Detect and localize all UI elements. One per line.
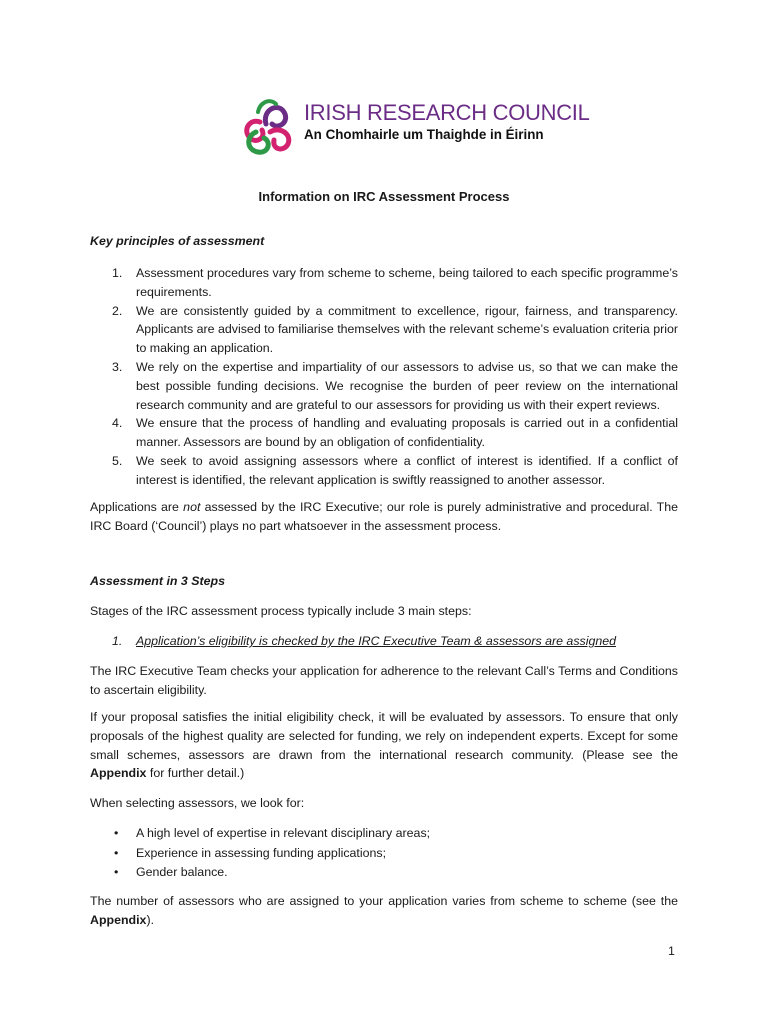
bullet-icon: • bbox=[114, 826, 119, 840]
bullet-icon: • bbox=[114, 845, 119, 860]
executive-role-paragraph: Applications are not assessed by the IRC Executive; our role is purely administrative and procedural. The IRC Board (‘Council’) plays no part whatsoever in the assessment process. bbox=[90, 500, 678, 533]
section-heading-key-principles: Key principles of assessment bbox=[90, 234, 265, 248]
list-item: 2. We are consistently guided by a commitment to excellence, rigour, fairness, and transparency. Applicants are advised to familiarise themselves with the relevant scheme’s evaluation criteria prior to making an application. bbox=[112, 303, 678, 356]
principles-list bbox=[90, 264, 678, 490]
steps-intro: Stages of the IRC assessment process typically include 3 main steps: bbox=[90, 604, 472, 618]
irc-logo bbox=[236, 92, 590, 158]
irc-logo-mark-icon bbox=[236, 92, 298, 158]
logo-title: IRISH RESEARCH COUNCIL bbox=[304, 100, 590, 125]
selection-criteria-list bbox=[90, 824, 678, 883]
assessors-paragraph: If your proposal satisfies the initial eligibility check, it will be evaluated by assessors. To ensure that only proposals of the highest quality are selected for funding, we rely on independent experts. Except for some small schemes, assessors are drawn from the international research community. (Please see the Appendix for further detail.) bbox=[90, 710, 678, 781]
bullet-icon: • bbox=[114, 865, 119, 879]
list-item: • Experience in assessing funding applications; bbox=[90, 844, 678, 864]
document-title: Information on IRC Assessment Process bbox=[258, 189, 510, 204]
selecting-intro: When selecting assessors, we look for: bbox=[90, 796, 305, 810]
list-item: 1. Assessment procedures vary from scheme to scheme, being tailored to each specific programme’s requirements. bbox=[112, 266, 678, 299]
list-item: 3. We rely on the expertise and impartiality of our assessors to advise us, so that we can make the best possible funding decisions. We recognise the burden of peer review on the international research community and are grateful to our assessors for providing us with their expert reviews. bbox=[112, 359, 678, 412]
list-item: • A high level of expertise in relevant disciplinary areas; bbox=[90, 824, 678, 844]
section-heading-3-steps: Assessment in 3 Steps bbox=[90, 574, 225, 588]
list-item: 4. We ensure that the process of handling and evaluating proposals is carried out in a confidential manner. Assessors are bound by an obligation of confidentiality. bbox=[112, 416, 678, 450]
list-item: 5. We seek to avoid assigning assessors where a conflict of interest is identified. If a conflict of interest is identified, the relevant application is swiftly reassigned to another assessor. bbox=[112, 453, 678, 487]
assessor-count-paragraph: The number of assessors who are assigned to your application varies from scheme to scheme (see the Appendix). bbox=[90, 894, 678, 927]
list-item: • Gender balance. bbox=[90, 863, 678, 883]
document-page: IRISH RESEARCH COUNCIL An Chomhairle um Thaighde in Éirinn Information on IRC Assessment Process Key principles of assessment 1. Assessment procedures vary from scheme to scheme, being tailored to each specific programme’s requirements. 2. We are consistently guided by a commitment to excellence, rigour, fairness, and transparency. Applicants are advised to familiarise themselves with the relevant scheme’s evaluation criteria prior to making an application. 3. We rely on the expertise and impartiality of our assessors to advise us, so that we can make the best possible funding decisions. We recognise the burden of peer review on the international research community and are grateful to our assessors for providing us with their expert reviews. 4. We ensure that the process of handling and evaluating proposals is carried out in a confidential manner. Assessors are bound by an obligation of confidentiality. 5. We seek to avoid assigning assessors where a conflict of interest is identified. If a conflict of interest is identified, the relevant application is swiftly reassigned to another assessor. Applications are not assessed by the IRC Executive; our role is purely administrative and procedural. The IRC Board (‘Council’) plays no part whatsoever in the assessment process. Assessment in 3 Steps Stages of the IRC assessment process typically include 3 main steps: 1. Application’s eligibility is checked by the IRC Executive Team & assessors are assigned The IRC Executive Team checks your application for adherence to the relevant Call’s Terms and Conditions to ascertain eligibility. If your proposal satisfies the initial eligibility check, it will be evaluated by assessors. To ensure that only proposals of the highest quality are selected for funding, we rely on independent experts. Except for some small schemes, assessors are drawn from the international research community. (Please see the Appendix for further detail.) When selecting assessors, we look for: • A high level of expertise in relevant disciplinary areas; • Experience in assessing funding applications; • Gender balance. The number of assessors who are assigned to your application varies from scheme to scheme (see the Appendix). 1 bbox=[0, 0, 768, 1024]
logo-subtitle: An Chomhairle um Thaighde in Éirinn bbox=[304, 127, 544, 142]
page-number: 1 bbox=[668, 944, 675, 958]
eligibility-paragraph: The IRC Executive Team checks your application for adherence to the relevant Call’s Terms and Conditions to ascertain eligibility. bbox=[90, 664, 678, 697]
